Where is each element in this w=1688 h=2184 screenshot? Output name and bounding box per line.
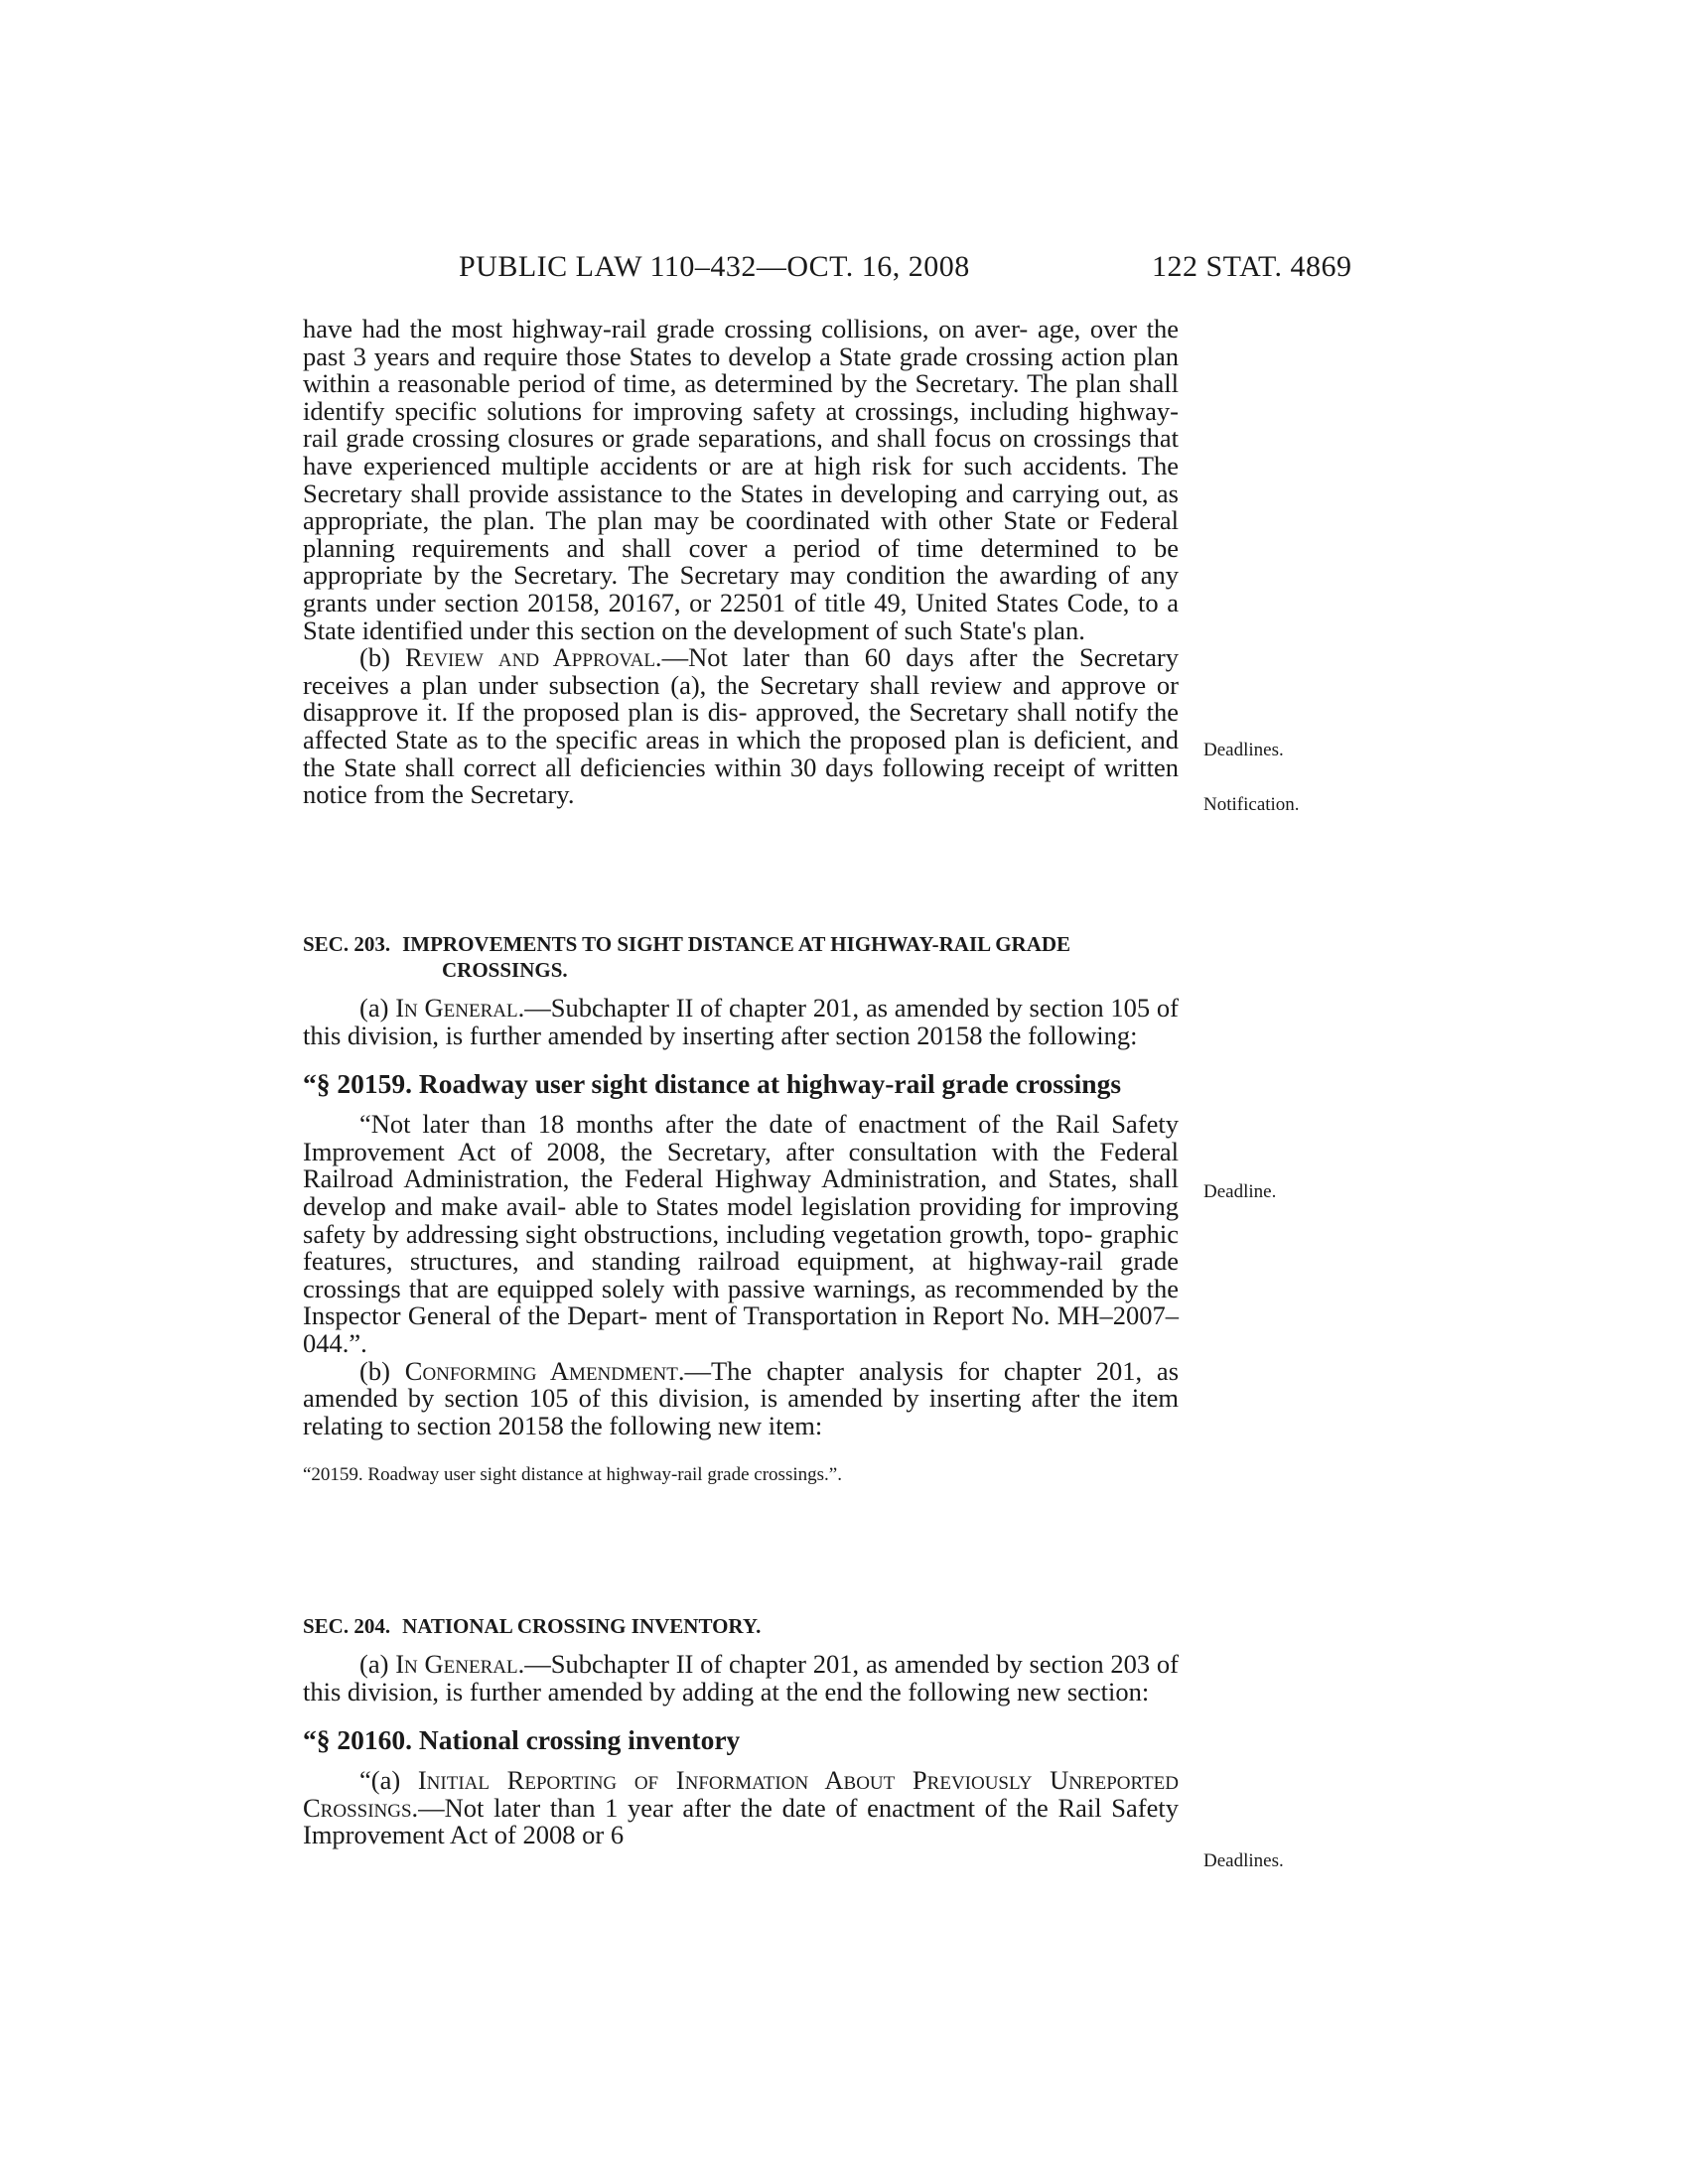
para-heading: In General.	[395, 993, 525, 1023]
para-text: —The chapter analysis for chapter 201, as amended by section 105 of this division, is amended by inserting after the item relating to section 20158 the following new item:	[303, 1355, 1180, 1440]
para-label: (a)	[359, 993, 396, 1023]
para-in-general	[303, 995, 1179, 1049]
section-number: SEC. 203.	[303, 932, 391, 956]
para-conforming-amendment	[303, 1355, 1180, 1440]
para-text: —Subchapter II of chapter 201, as amended by section 203 of this division, is further amended by adding at the end the following new section:	[303, 1649, 1179, 1706]
para-review-and-approval	[303, 644, 1179, 809]
section-title: IMPROVEMENTS TO SIGHT DISTANCE AT HIGHWAY-RAIL GRADE CROSSINGS.	[402, 932, 1071, 982]
analysis-item: “20159. Roadway user sight distance at highway-rail grade crossings.”.	[303, 1464, 842, 1486]
para-heading: Conforming Amendment.	[404, 1355, 685, 1386]
section-number: SEC. 204.	[303, 1614, 391, 1638]
para-state-action-plan: have had the most highway-rail grade crossing collisions, on aver- age, over the past 3 years and require those States to develop a State grade crossing action plan within a reasonable period of time, as determined by the Secretary. The plan shall identify specific solutions for improving safety at crossings, including highway-rail grade crossing closures or grade separations, and shall focus on crossings that have experienced multiple accidents or are at high risk for such accidents. The Secretary shall provide assistance to the States in developing and carrying out, as appropriate, the plan. The plan may be coordinated with other State or Federal planning requirements and shall cover a period of time determined to be appropriate by the Secretary. The Secretary may condition the awarding of any grants under section 20158, 20167, or 22501 of title 49, United States Code, to a State identified under this section on the development of such State's plan.	[303, 314, 1179, 645]
para-label: “(a)	[359, 1765, 418, 1796]
margin-note-deadlines: Deadlines.	[1203, 740, 1284, 760]
margin-note-deadline: Deadline.	[1203, 1181, 1277, 1202]
para-label: (a)	[359, 1649, 396, 1679]
para-quoted-text: “Not later than 18 months after the date of enactment of the Rail Safety Improvement Act of 2008, the Secretary, after consultation with the Federal Railroad Administration, the Federal Highway Administration, and States, shall develop and make avail- able to States model legislation providing for improving safety by addressing sight obstructions, including vegetation growth, topo- graphic features, structures, and standing railroad equipment, at highway-rail grade crossings that are equipped solely with passive warnings, as recommended by the Inspector General of the Depart- ment of Transportation in Report No. MH–2007–044.”.	[303, 1109, 1179, 1358]
section-heading	[303, 931, 1179, 983]
running-head-page-number: 122 STAT. 4869	[1152, 250, 1352, 283]
section-202-continuation	[303, 316, 1179, 809]
para-initial-reporting	[303, 1767, 1179, 1849]
margin-note-deadlines-2: Deadlines.	[1203, 1850, 1284, 1871]
para-heading: In General.	[395, 1649, 525, 1679]
para-heading: Initial Reporting of Information About Previously Unreported Crossings.	[303, 1765, 1179, 1823]
para-heading: Review and Approval.	[404, 642, 662, 673]
section-203	[303, 931, 1179, 1487]
para-text: —Subchapter II of chapter 201, as amended by section 105 of this division, is further amended by inserting after section 20158 the following:	[303, 993, 1179, 1050]
margin-note-notification: Notification.	[1203, 794, 1300, 815]
section-204	[303, 1613, 1179, 1849]
section-heading	[303, 1613, 1179, 1639]
running-head-title: PUBLIC LAW 110–432—OCT. 16, 2008	[459, 250, 970, 283]
code-section-heading: “§ 20159. Roadway user sight distance at highway-rail grade crossings	[303, 1068, 1122, 1100]
section-title: NATIONAL CROSSING INVENTORY.	[402, 1614, 762, 1638]
code-section-heading: “§ 20160. National crossing inventory	[303, 1724, 741, 1756]
para-text: —Not later than 1 year after the date of enactment of the Rail Safety Improvement Act of 2008 or 6	[303, 1792, 1179, 1850]
para-text: —Not later than 60 days after the Secretary receives a plan under subsection (a), the Secretary shall review and approve or disapprove it. If the proposed plan is dis- approved, the Secretary shall notify the affected State as to the specific areas in which the proposed plan is deficient, and the State shall correct all deficiencies within 30 days following receipt of written notice from the Secretary.	[303, 642, 1179, 810]
para-label: (b)	[359, 642, 405, 673]
para-label: (b)	[359, 1355, 405, 1386]
para-in-general	[303, 1651, 1179, 1706]
